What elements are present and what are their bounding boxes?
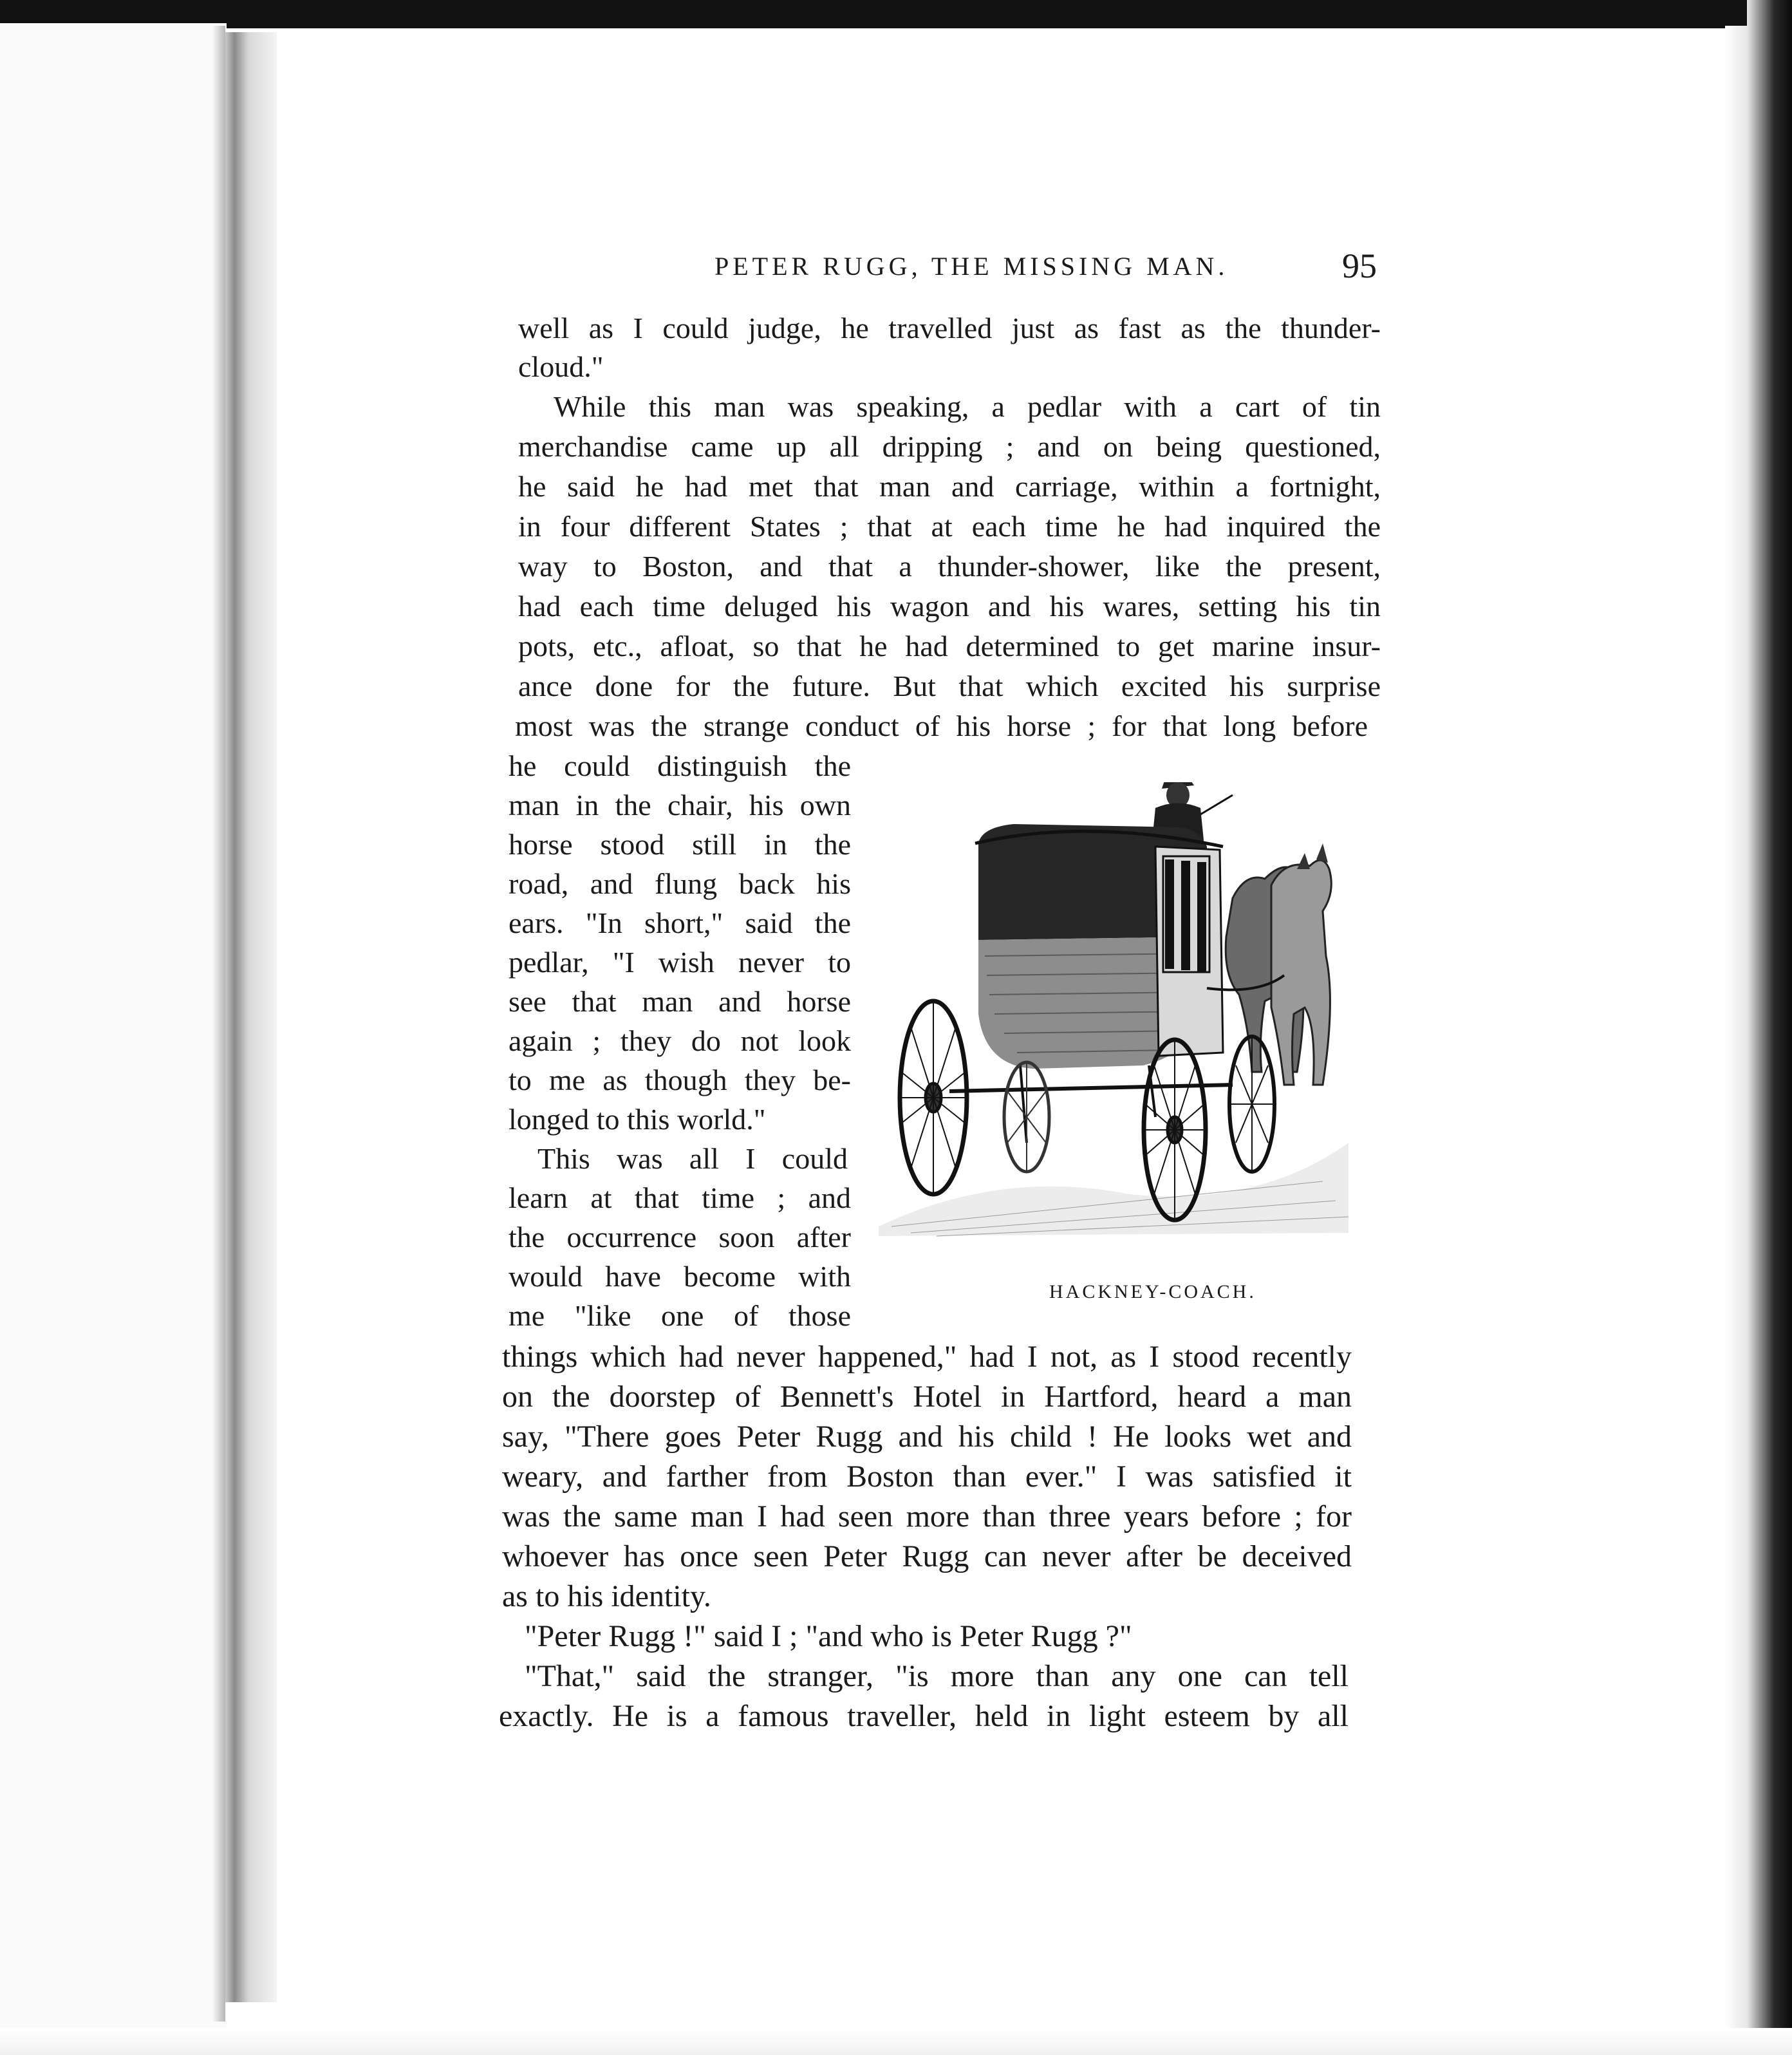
text-line: see that man and horse [509,985,851,1018]
text-line: road, and flung back his [509,867,851,900]
scan-bottom-border [0,2028,1792,2055]
text-line: in four different States ; that at each time he had inquired the [518,510,1381,543]
text-line: merchandise came up all dripping ; and on being questioned, [518,430,1381,463]
text-line: weary, and farther from Boston than ever." I was satisfied it [502,1459,1352,1494]
text-line: pedlar, "I wish never to [509,946,851,979]
text-line: This was all I could [537,1142,848,1175]
text-line: longed to this world." [509,1103,766,1136]
running-head: PETER RUGG, THE MISSING MAN. [714,252,1229,281]
text-line: horse stood still in the [509,828,851,861]
text-line: exactly. He is a famous traveller, held in light esteem by all [499,1699,1349,1733]
page-number: 95 [1342,247,1377,285]
text-line: as to his identity. [502,1579,711,1613]
text-line: say, "There goes Peter Rugg and his child ! He looks wet and [502,1420,1352,1454]
text-line: "Peter Rugg !" said I ; "and who is Peter Rugg ?" [525,1619,1132,1653]
text-line: most was the strange conduct of his horse ; for that long before [515,709,1368,742]
text-line: was the same man I had seen more than three years before ; for [502,1499,1352,1534]
text-line: ance done for the future. But that which excited his surprise [518,670,1381,702]
text-line: on the doorstep of Bennett's Hotel in Hartford, heard a man [502,1380,1352,1414]
text-line: way to Boston, and that a thunder-shower, like the present, [518,550,1381,583]
text-line: whoever has once seen Peter Rugg can never after be deceived [502,1539,1352,1573]
text-line: While this man was speaking, a pedlar with a cart of tin [554,390,1381,423]
text-line: the occurrence soon after [509,1221,851,1253]
gutter-line [212,26,225,2022]
text-line: learn at that time ; and [509,1181,851,1214]
text-line: cloud." [518,350,604,383]
scan-right-border [1747,0,1792,2055]
gutter-shadow [225,32,277,2002]
text-line: to me as though they be- [509,1064,851,1096]
text-line: ears. "In short," said the [509,906,851,939]
hackney-coach-illustration [872,782,1352,1246]
text-line: had each time deluged his wagon and his wares, setting his tin [518,590,1381,623]
text-line: "That," said the stranger, "is more than any one can tell [525,1659,1349,1693]
text-line: pots, etc., afloat, so that he had determined to get marine insur- [518,630,1381,662]
text-line: would have become with [509,1260,851,1293]
text-line: he could distinguish the [509,749,851,782]
text-line: well as I could judge, he travelled just as fast as the thunder- [518,312,1381,344]
facing-page-edge [0,23,227,2055]
scan-top-border [0,0,1792,28]
text-line: things which had never happened," had I not, as I stood recently [502,1340,1352,1374]
illustration-caption: HACKNEY-COACH. [1049,1281,1256,1302]
text-line: he said he had met that man and carriage, within a fortnight, [518,470,1381,503]
text-line: again ; they do not look [509,1024,851,1057]
text-line: man in the chair, his own [509,789,851,821]
text-line: me "like one of those [509,1299,851,1332]
